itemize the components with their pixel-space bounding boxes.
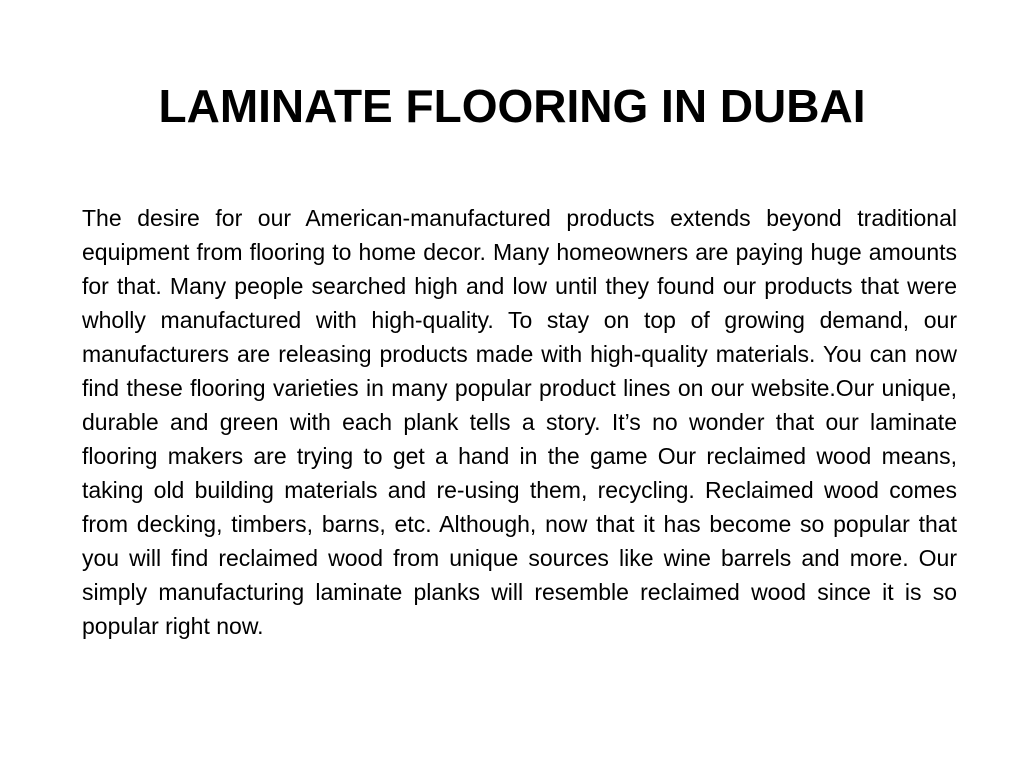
slide-title: LAMINATE FLOORING IN DUBAI xyxy=(158,80,866,132)
slide-body-text: The desire for our American-manufactured products extends beyond traditional equipment from flooring to home decor. Many homeowners are paying huge amounts for that. Many people searched high and low until they found our products that were wholly manufactured with high-quality. To stay on top of growing demand, our manufacturers are releasing products made with high-quality materials. You can now find these flooring varieties in many popular product lines on our website.Our unique, durable and green with each plank tells a story. It’s no wonder that our laminate flooring makers are trying to get a hand in the game Our reclaimed wood means, taking old building materials and re-using them, recycling. Reclaimed wood comes from decking, timbers, barns, etc. Although, now that it has become so popular that you will find reclaimed wood from unique sources like wine barrels and more. Our simply manufacturing laminate planks will resemble reclaimed wood since it is so popular right now. xyxy=(82,205,957,639)
